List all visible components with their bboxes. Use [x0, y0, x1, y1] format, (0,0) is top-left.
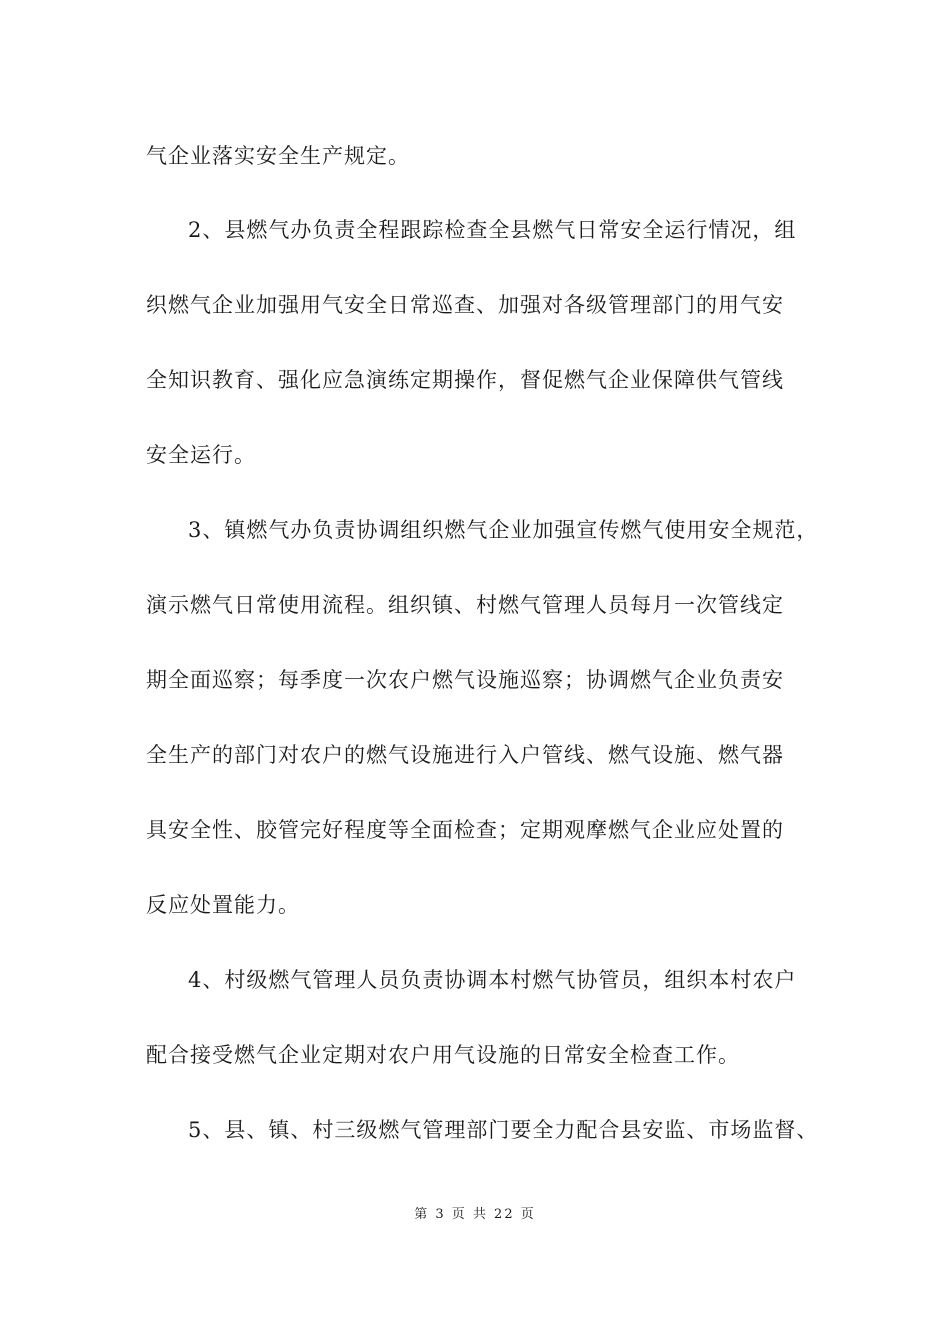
- text-line: 演示燃气日常使用流程。组织镇、村燃气管理人员每月一次管线定: [146, 593, 784, 617]
- text-line: 全生产的部门对农户的燃气设施进行入户管线、燃气设施、燃气器: [146, 743, 784, 767]
- paragraph-5-line: 5、县、镇、村三级燃气管理部门要全力配合县安监、市场监督、: [188, 1118, 819, 1142]
- paragraph-3-line: 3、镇燃气办负责协调组织燃气企业加强宣传燃气使用安全规范，: [188, 518, 819, 542]
- text-line: 气企业落实安全生产规定。: [146, 144, 410, 168]
- text-line: 反应处置能力。: [146, 893, 300, 917]
- text-line: 配合接受燃气企业定期对农户用气设施的日常安全检查工作。: [146, 1043, 740, 1067]
- paragraph-2-line: 2、县燃气办负责全程跟踪检查全县燃气日常安全运行情况，组: [188, 218, 797, 242]
- text-line: 安全运行。: [146, 443, 256, 467]
- text-line: 期全面巡察；每季度一次农户燃气设施巡察；协调燃气企业负责安: [146, 668, 784, 692]
- text-line: 全知识教育、强化应急演练定期操作，督促燃气企业保障供气管线: [146, 368, 784, 392]
- text-line: 具安全性、胶管完好程度等全面检查；定期观摩燃气企业应处置的: [146, 818, 784, 842]
- page-number-footer: 第 3 页 共 22 页: [414, 1207, 536, 1222]
- text-line: 织燃气企业加强用气安全日常巡查、加强对各级管理部门的用气安: [146, 293, 784, 317]
- paragraph-4-line: 4、村级燃气管理人员负责协调本村燃气协管员，组织本村农户: [188, 968, 797, 992]
